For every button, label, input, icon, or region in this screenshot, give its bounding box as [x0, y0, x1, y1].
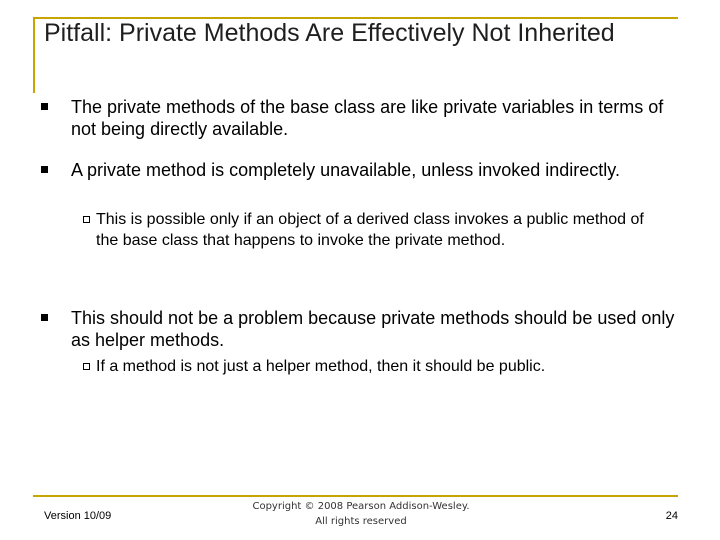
square-bullet-icon	[41, 166, 48, 173]
hollow-square-bullet-icon	[83, 363, 90, 370]
sub-bullet-item	[96, 209, 666, 251]
slide-title: Pitfall: Private Methods Are Effectively Not Inherited	[44, 19, 615, 47]
square-bullet-icon	[41, 103, 48, 110]
hollow-square-bullet-icon	[83, 216, 90, 223]
sub-bullet-text: If a method is not just a helper method, then it should be public.	[96, 358, 546, 375]
page-number: 24	[665, 510, 678, 522]
square-bullet-icon	[41, 314, 48, 321]
bullet-text: This should not be a problem because private methods should be used only as helper methods.	[71, 308, 675, 350]
footer-version: Version 10/09	[44, 510, 112, 522]
copyright-line-1: Copyright © 2008 Pearson Addison-Wesley.	[252, 501, 470, 512]
sub-bullet-item	[96, 356, 666, 377]
bullet-item	[71, 96, 691, 140]
bullet-text: A private method is completely unavailable, unless invoked indirectly.	[71, 160, 620, 180]
copyright-line-2: All rights reserved	[315, 516, 407, 527]
bullet-text: The private methods of the base class are like private variables in terms of not being directly available.	[71, 97, 664, 139]
title-accent-vertical-line	[33, 17, 35, 93]
footer-divider	[33, 495, 678, 497]
sub-bullet-text: This is possible only if an object of a derived class invokes a public method of the base class that happens to invoke the private method.	[96, 211, 644, 249]
bullet-item	[71, 307, 691, 351]
bullet-item	[71, 159, 691, 181]
footer-copyright	[230, 499, 492, 529]
